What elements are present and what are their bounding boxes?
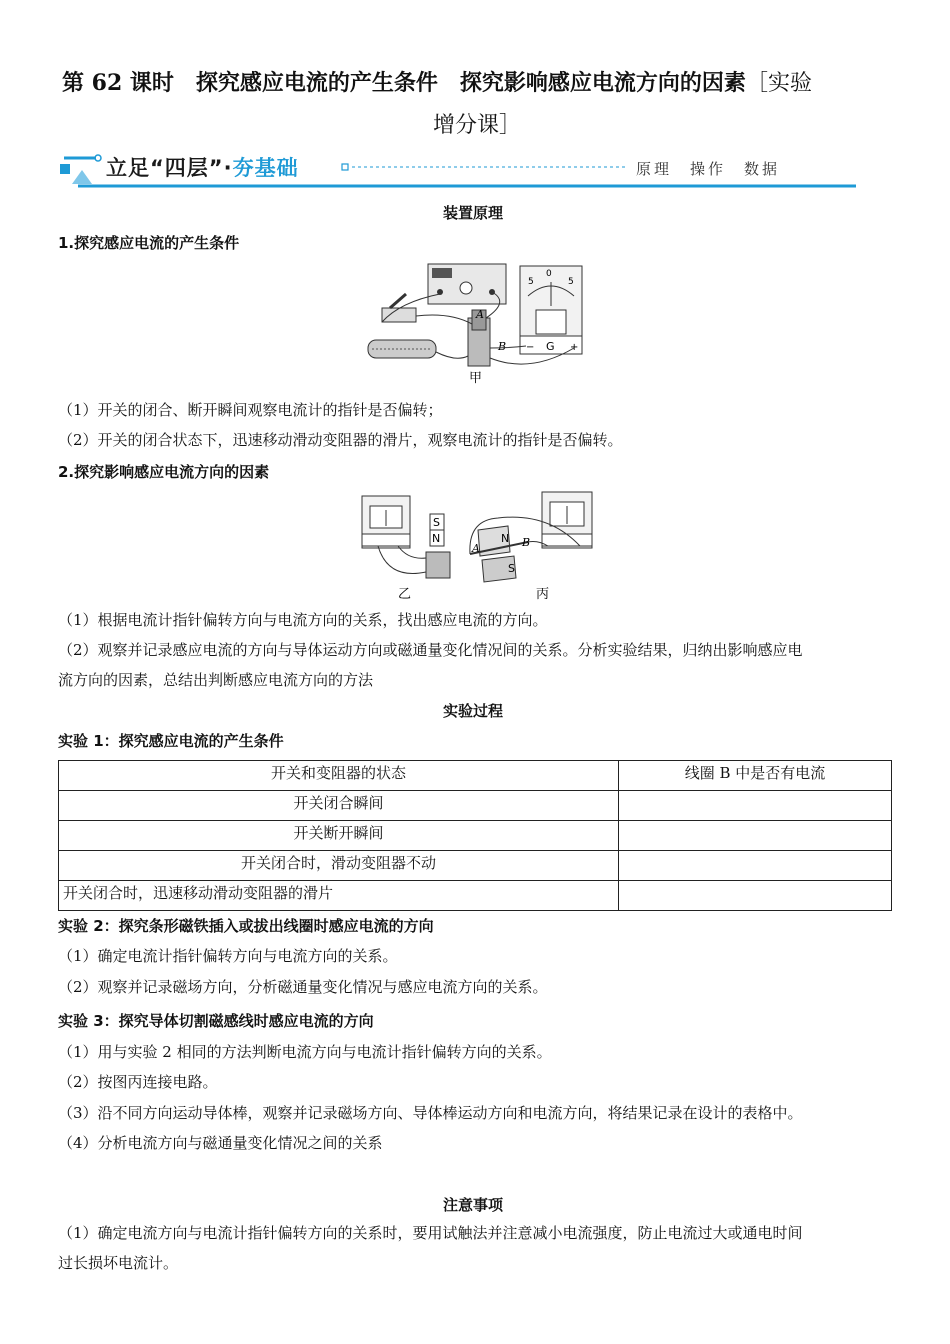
page-title — [62, 62, 892, 147]
fig2-n2-label: N — [501, 532, 510, 545]
fig2-caption-left: 乙 — [398, 587, 412, 602]
exp1-table — [58, 760, 892, 911]
section-heading-principle: 装置原理 — [442, 204, 503, 222]
title-main: 第 62 课时 探究感应电流的产生条件 探究影响感应电流方向的因素 — [62, 70, 746, 96]
exp3-title: 实验 3：探究导体切割磁感线时感应电流的方向 — [58, 1012, 374, 1030]
figure-jia-apparatus — [360, 262, 590, 384]
fig2-a-label: A — [472, 542, 480, 555]
table-header-row — [59, 761, 892, 791]
fig2-s-label: S — [433, 516, 440, 529]
table-cell: 开关闭合时，迅速移动滑动变阻器的滑片 — [59, 881, 619, 911]
exp3-p4: （4）分析电流方向与磁通量变化情况之间的关系 — [58, 1134, 383, 1152]
fig1-minus: − — [526, 342, 535, 353]
table-cell-empty[interactable] — [619, 791, 892, 821]
exp3-p3: （3）沿不同方向运动导体棒，观察并记录磁场方向、导体棒运动方向和电流方向，将结果记录在设计的表格中。 — [58, 1104, 803, 1122]
fig2-caption-right: 丙 — [536, 587, 550, 602]
banner-tags: 原理 操作 数据 — [636, 160, 781, 178]
banner-triangle-icon — [72, 170, 92, 184]
fig2-n-label: N — [432, 532, 441, 545]
fig1-plus: + — [570, 342, 579, 353]
table-row — [59, 851, 892, 881]
exp3-p1: （1）用与实验 2 相同的方法判断电流方向与电流计指针偏转方向的关系。 — [58, 1043, 552, 1061]
item1-p1: （1）开关的闭合、断开瞬间观察电流计的指针是否偏转； — [58, 401, 443, 419]
exp2-p1: （1）确定电流计指针偏转方向与电流方向的关系。 — [58, 947, 398, 965]
banner-left-text: 立足“四层”· — [106, 156, 233, 180]
fig1-g-label: G — [546, 340, 555, 353]
fig1-caption: 甲 — [469, 371, 483, 384]
fig2-b-label: B — [522, 536, 531, 549]
table-cell: 开关断开瞬间 — [59, 821, 619, 851]
fig1-b-label: B — [498, 340, 507, 353]
item2-title: 2.探究影响感应电流方向的因素 — [58, 463, 270, 481]
title-line2: 增分课］ — [432, 113, 521, 138]
table-header-cell: 开关和变阻器的状态 — [59, 761, 619, 791]
table-cell-empty[interactable] — [619, 821, 892, 851]
section-heading-process: 实验过程 — [442, 702, 503, 720]
table-row — [59, 821, 892, 851]
table-row — [59, 881, 892, 911]
figure-yi-bing-apparatus — [358, 490, 598, 602]
exp2-title: 实验 2：探究条形磁铁插入或拔出线圈时感应电流的方向 — [58, 917, 434, 935]
title-bracket: ［实验 — [745, 71, 812, 96]
fig1-scale-5-left: 5 — [528, 277, 534, 287]
exp1-title: 实验 1：探究感应电流的产生条件 — [58, 732, 284, 750]
exp3-p2: （2）按图丙连接电路。 — [58, 1073, 218, 1091]
fig1-scale-5-right: 5 — [568, 277, 574, 287]
table-cell-empty[interactable] — [619, 851, 892, 881]
section-heading-notes: 注意事项 — [442, 1196, 503, 1214]
table-cell: 开关闭合瞬间 — [59, 791, 619, 821]
fig1-a-label: A — [476, 308, 484, 321]
item2-p2b: 流方向的因素，总结出判断感应电流方向的方法 — [58, 671, 374, 689]
item1-title: 1.探究感应电流的产生条件 — [58, 234, 240, 252]
fig2-s2-label: S — [508, 562, 515, 575]
item2-p1: （1）根据电流计指针偏转方向与电流方向的关系，找出感应电流的方向。 — [58, 611, 548, 629]
banner-title — [106, 152, 299, 182]
item2-p2a: （2）观察并记录感应电流的方向与导体运动方向或磁通量变化情况间的关系。分析实验结果，归纳出影响感应电 — [58, 641, 803, 659]
table-row — [59, 791, 892, 821]
table-header-cell: 线圈 B 中是否有电流 — [619, 761, 892, 791]
notes-p1b: 过长损坏电流计。 — [58, 1254, 179, 1272]
banner-highlight: 夯基础 — [232, 156, 299, 180]
notes-p1a: （1）确定电流方向与电流计指针偏转方向的关系时，要用试触法并注意减小电流强度，防止电流过大或通电时间 — [58, 1224, 803, 1242]
table-cell-empty[interactable] — [619, 881, 892, 911]
table-cell: 开关闭合时，滑动变阻器不动 — [59, 851, 619, 881]
banner-square-icon — [60, 164, 70, 174]
fig1-scale-0: 0 — [546, 269, 552, 279]
exp2-p2: （2）观察并记录磁场方向，分析磁通量变化情况与感应电流方向的关系。 — [58, 978, 548, 996]
item1-p2: （2）开关的闭合状态下，迅速移动滑动变阻器的滑片，观察电流计的指针是否偏转。 — [58, 431, 623, 449]
